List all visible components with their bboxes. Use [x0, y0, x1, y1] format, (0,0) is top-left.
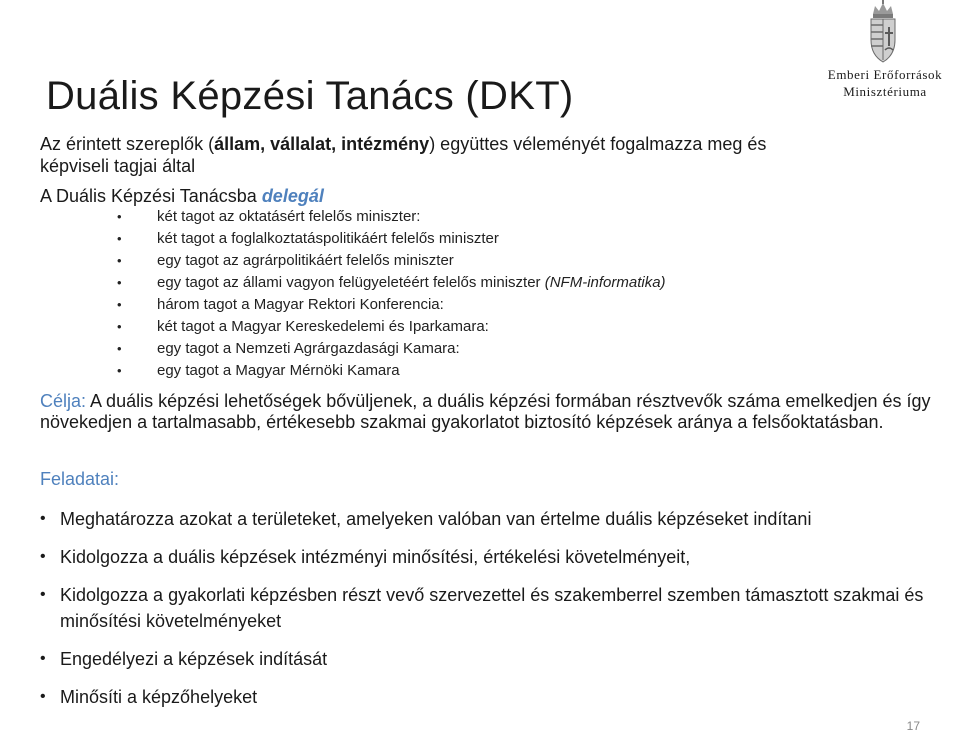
- bullet-icon: •: [117, 275, 122, 290]
- delegal-line: [40, 186, 324, 206]
- task-text: Minősíti a képzőhelyeket: [60, 687, 258, 707]
- list-item: [40, 544, 950, 570]
- intro-line-2: képviseli tagjai által: [40, 156, 196, 176]
- page-number: 17: [906, 719, 920, 733]
- list-item: [40, 684, 950, 710]
- list-item: [117, 206, 666, 228]
- member-list: [117, 206, 666, 382]
- member-text: két tagot a foglalkoztatáspolitikáért felelős miniszter: [157, 230, 499, 247]
- member-text: két tagot az oktatásért felelős miniszter:: [157, 208, 421, 225]
- list-item: [40, 646, 950, 672]
- member-note: (NFM-informatika): [544, 274, 666, 291]
- task-text: Engedélyezi a képzések indítását: [60, 649, 328, 669]
- bullet-icon: •: [117, 253, 122, 268]
- list-item: [117, 272, 666, 294]
- logo-name-line2: Minisztériuma: [843, 84, 927, 99]
- logo-name-line1: Emberi Erőforrások: [827, 67, 943, 82]
- goal-label: Célja:: [40, 391, 87, 411]
- member-text: egy tagot az agrárpolitikáért felelős miniszter: [157, 252, 454, 269]
- list-item: [117, 316, 666, 338]
- bullet-icon: •: [117, 363, 122, 378]
- goal-text: A duális képzési lehetőségek bővüljenek, a duális képzési formában résztvevők száma emelkedjen és így növekedjen a tartalmasabb, értékesebb szakmai gyakorlatot biztosító képzések aránya a felsőoktatásban.: [40, 391, 931, 432]
- member-text: két tagot a Magyar Kereskedelemi és Iparkamara:: [157, 318, 489, 335]
- task-list: [40, 506, 950, 710]
- list-item: [40, 506, 950, 532]
- slide-title: Duális Képzési Tanács (DKT): [46, 74, 574, 118]
- bullet-icon: •: [117, 231, 122, 246]
- member-text: egy tagot az állami vagyon felügyeletéért felelős miniszter: [157, 274, 541, 291]
- member-text: egy tagot a Nemzeti Agrárgazdasági Kamara:: [157, 340, 460, 357]
- list-item: [117, 294, 666, 316]
- tasks-heading: Feladatai:: [40, 469, 120, 489]
- goal-paragraph: [40, 391, 952, 433]
- member-text: három tagot a Magyar Rektori Konferencia:: [157, 296, 444, 313]
- member-text: egy tagot a Magyar Mérnöki Kamara: [157, 362, 400, 379]
- bullet-icon: •: [117, 209, 122, 224]
- list-item: [117, 338, 666, 360]
- list-item: [117, 250, 666, 272]
- bullet-icon: •: [40, 548, 46, 565]
- list-item: [40, 582, 950, 634]
- intro-text-after: ) együttes véleményét fogalmazza meg és: [429, 134, 767, 154]
- bullet-icon: •: [117, 341, 122, 356]
- bullet-icon: •: [40, 650, 46, 667]
- bullet-icon: •: [40, 586, 46, 603]
- delegal-prefix: A Duális Képzési Tanácsba: [40, 186, 262, 206]
- bullet-icon: •: [40, 688, 46, 705]
- list-item: [117, 360, 666, 382]
- intro-bold-actors: állam, vállalat, intézmény: [214, 134, 430, 154]
- intro-text-before: Az érintett szereplők (: [40, 134, 215, 154]
- bullet-icon: •: [40, 510, 46, 527]
- list-item: [117, 228, 666, 250]
- delegal-emphasis: delegál: [261, 186, 324, 206]
- intro-line-1: [40, 134, 766, 154]
- task-text: Meghatározza azokat a területeket, amelyeken valóban van értelme duális képzéseket indítani: [60, 509, 812, 529]
- bullet-icon: •: [117, 319, 122, 334]
- ministry-logo: [808, 0, 960, 110]
- bullet-icon: •: [117, 297, 122, 312]
- task-text: Kidolgozza a gyakorlati képzésben részt vevő szervezettel és szakemberrel szemben támasztott szakmai és minősítési követelményeket: [60, 585, 924, 631]
- coat-of-arms-icon: [858, 0, 908, 66]
- task-text: Kidolgozza a duális képzések intézményi minősítési, értékelési követelményeit,: [60, 547, 691, 567]
